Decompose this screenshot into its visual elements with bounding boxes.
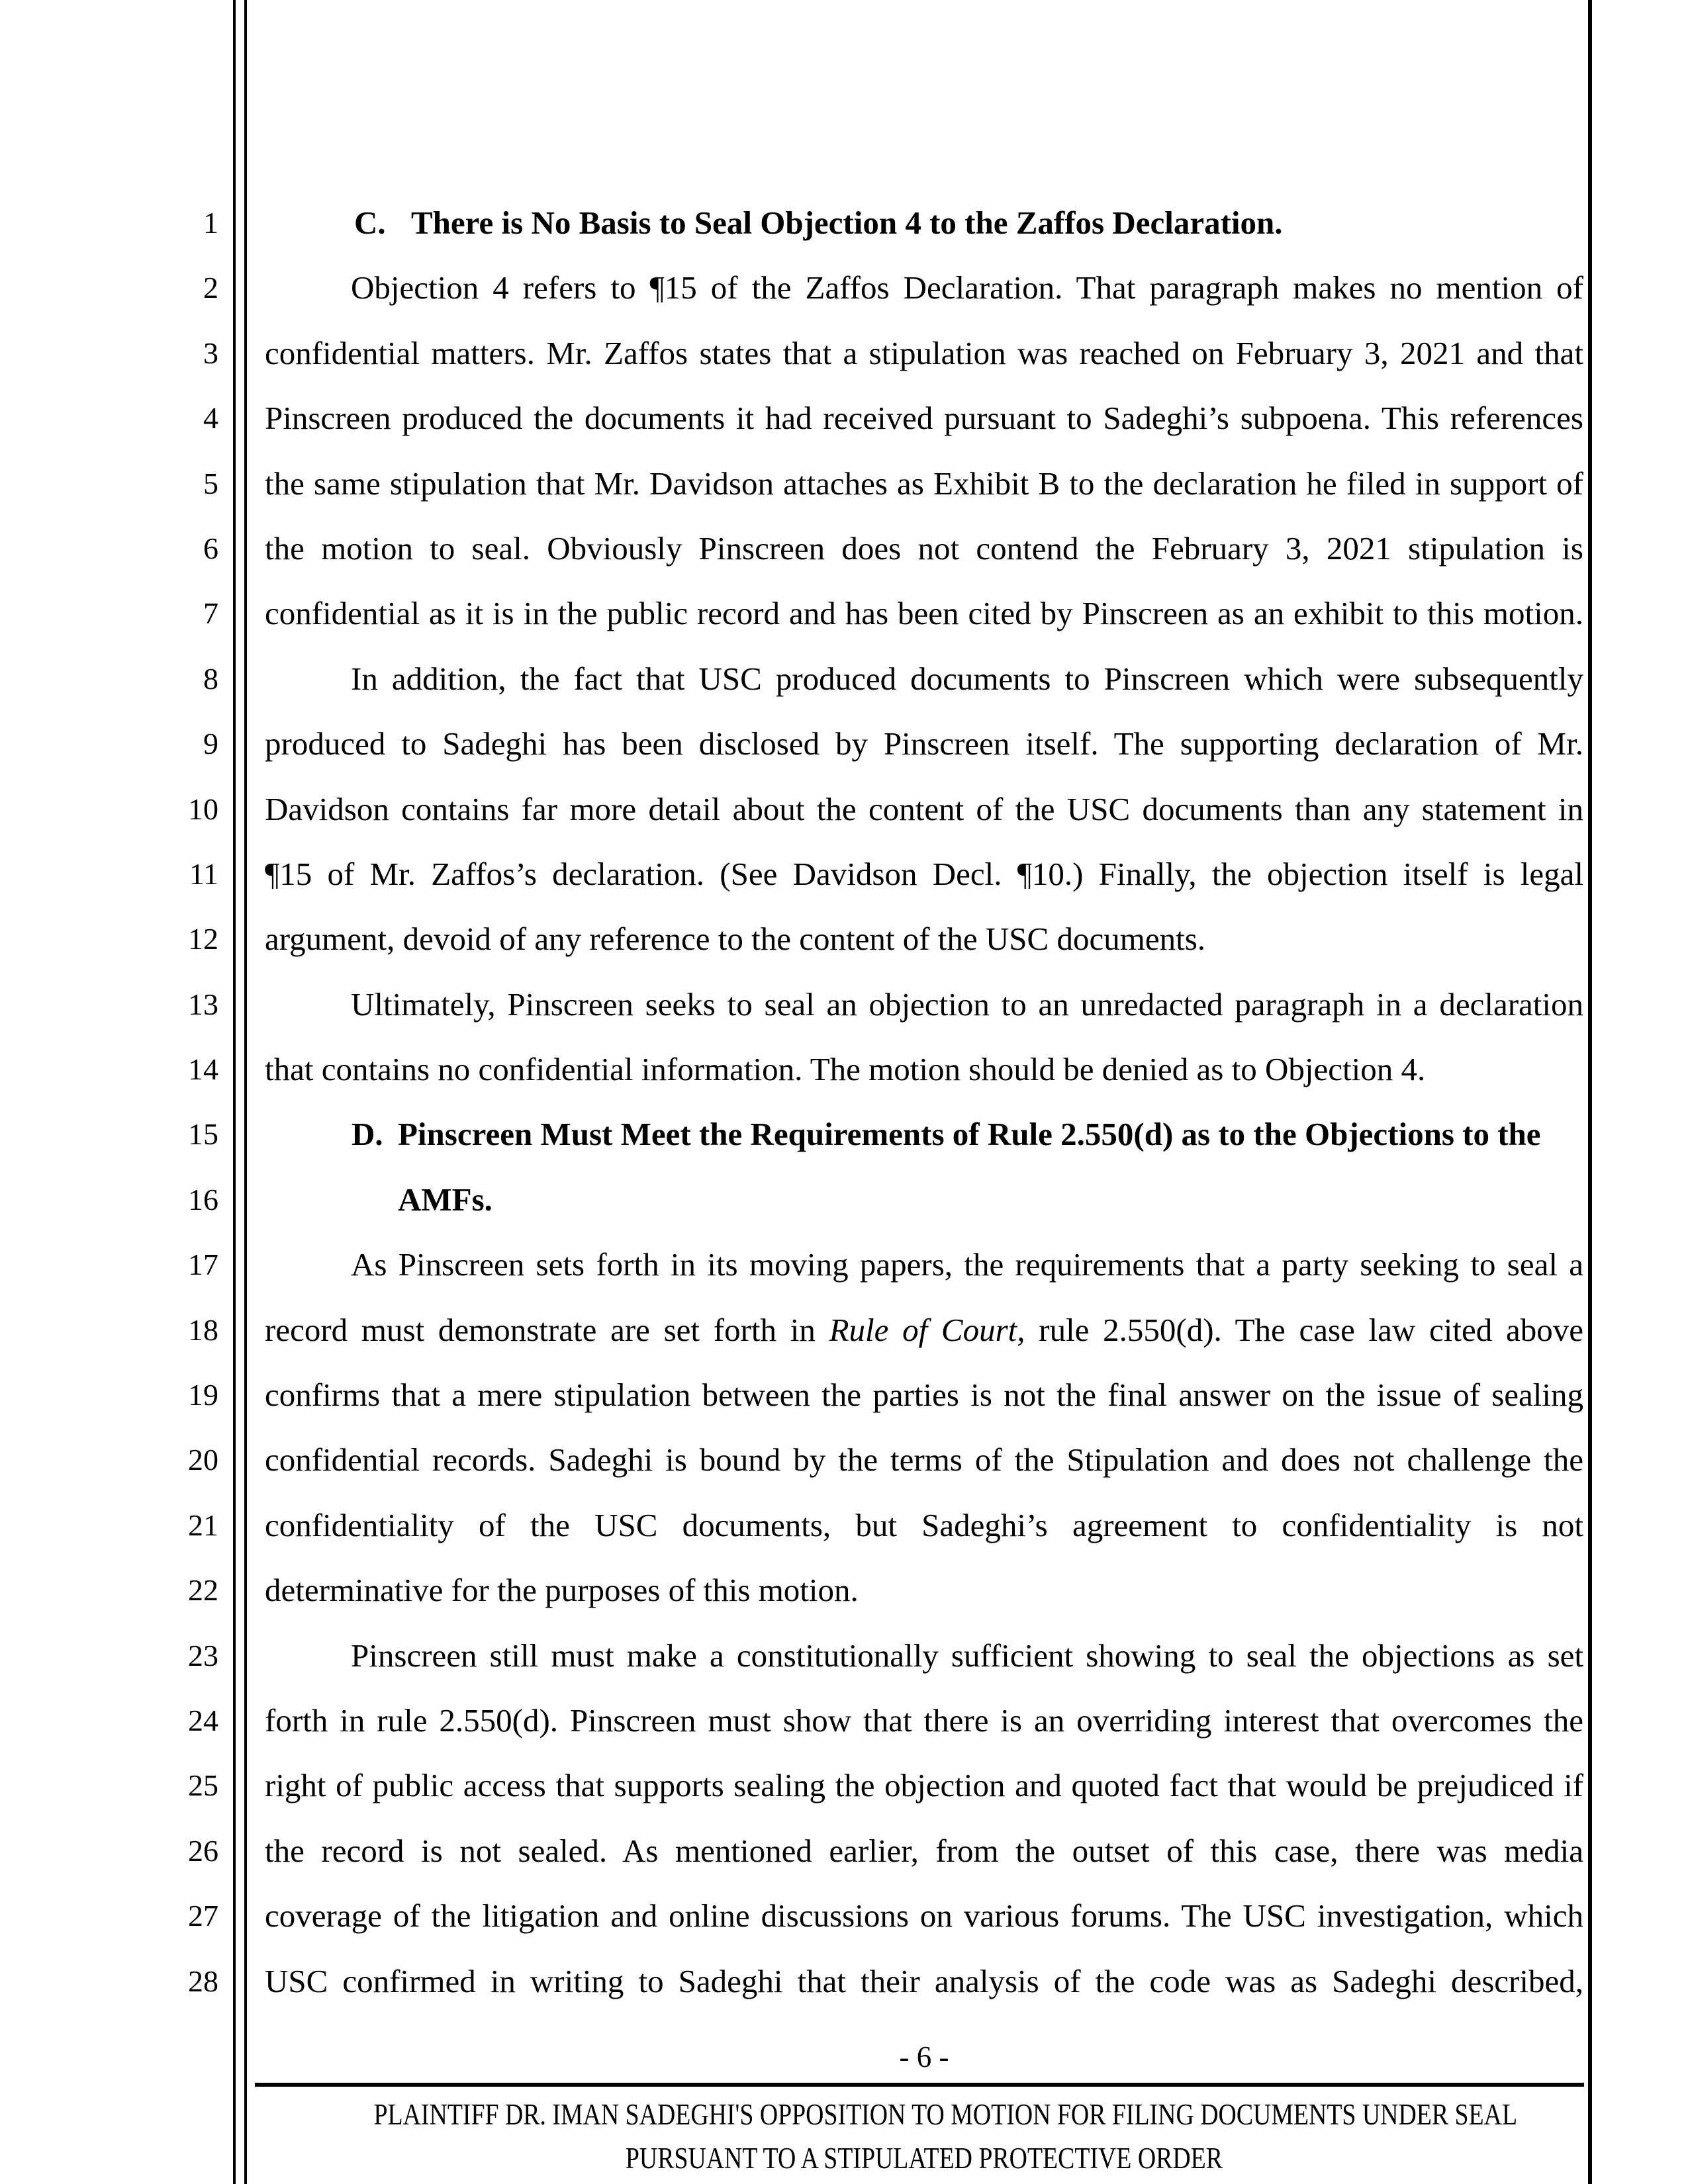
line-text: Objection 4 refers to ¶15 of the Zaffos Declaration. That paragraph makes no mention of	[351, 269, 1583, 306]
line-number: 11	[189, 856, 218, 891]
pleading-line	[0, 1298, 1688, 1363]
section-heading-c	[265, 191, 1583, 255]
line-text	[265, 1298, 1583, 1363]
line-text: the same stipulation that Mr. Davidson attaches as Exhibit B to the declaration he filed in support of	[265, 465, 1583, 502]
pleading-line	[0, 451, 1688, 516]
section-label: D.	[352, 1116, 383, 1153]
line-number: 22	[188, 1573, 218, 1608]
pleading-line	[0, 1558, 1688, 1623]
footer-title-line-2: PURSUANT TO A STIPULATED PROTECTIVE ORDER	[625, 2142, 1223, 2175]
line-text: As Pinscreen sets forth in its moving papers, the requirements that a party seeking to seal a	[351, 1246, 1583, 1283]
section-heading-d-continued: AMFs.	[398, 1181, 492, 1218]
italic-citation: Rule of Court,	[829, 1311, 1025, 1348]
pleading-line	[0, 842, 1688, 907]
pleading-line	[0, 1167, 1688, 1232]
section-heading-text: There is No Basis to Seal Objection 4 to the Zaffos Declaration.	[411, 205, 1283, 241]
line-number: 16	[188, 1182, 218, 1216]
line-number: 21	[188, 1508, 218, 1542]
line-text: argument, devoid of any reference to the content of the USC documents.	[265, 921, 1206, 958]
line-number: 23	[188, 1638, 218, 1672]
line-number: 8	[203, 661, 218, 696]
line-text: Pinscreen still must make a constitutionally sufficient showing to seal the objections as set	[351, 1637, 1583, 1674]
line-text-segment: rule 2.550(d). The case law cited above	[1025, 1311, 1583, 1348]
line-text: that contains no confidential information. The motion should be denied as to Objection 4.	[265, 1051, 1426, 1088]
line-number: 18	[188, 1312, 218, 1347]
line-number: 4	[203, 401, 218, 435]
footer-title-block	[265, 2093, 1583, 2180]
pleading-line	[0, 972, 1688, 1037]
line-number: 27	[188, 1899, 218, 1933]
line-text: In addition, the fact that USC produced documents to Pinscreen which were subsequently	[351, 660, 1583, 697]
line-number: 17	[188, 1248, 218, 1282]
line-number: 25	[188, 1768, 218, 1803]
line-number: 13	[188, 987, 218, 1021]
pleading-line	[0, 777, 1688, 842]
line-text: ¶15 of Mr. Zaffos’s declaration. (See Davidson Decl. ¶10.) Finally, the objection itself is legal	[265, 855, 1583, 892]
section-heading-text: Pinscreen Must Meet the Requirements of Rule 2.550(d) as to the Objections to the	[398, 1116, 1541, 1153]
section-label: C.	[354, 205, 386, 241]
line-text: produced to Sadeghi has been disclosed by Pinscreen itself. The supporting declaration of Mr.	[265, 725, 1583, 762]
pleading-line	[0, 1884, 1688, 1948]
pleading-line	[0, 321, 1688, 386]
line-number: 5	[203, 466, 218, 500]
line-number: 10	[188, 792, 218, 826]
line-number: 1	[203, 206, 218, 240]
pleading-line	[0, 907, 1688, 972]
section-heading-d	[265, 1102, 1583, 1167]
pleading-body	[0, 191, 1688, 2014]
line-text: the record is not sealed. As mentioned earlier, from the outset of this case, there was media	[265, 1832, 1583, 1869]
pleading-line	[0, 1623, 1688, 1688]
line-number: 9	[203, 727, 218, 761]
pleading-line	[0, 516, 1688, 581]
footer-title-line-1: PLAINTIFF DR. IMAN SADEGHI'S OPPOSITION TO MOTION FOR FILING DOCUMENTS UNDER SEAL	[373, 2098, 1518, 2131]
line-number: 6	[203, 531, 218, 565]
line-number: 26	[188, 1833, 218, 1868]
line-text: Pinscreen produced the documents it had received pursuant to Sadeghi’s subpoena. This references	[265, 400, 1583, 437]
line-number: 19	[188, 1378, 218, 1412]
line-text-segment: record must demonstrate are set forth in	[265, 1311, 829, 1348]
pleading-line	[0, 1037, 1688, 1102]
pleading-line	[0, 1363, 1688, 1428]
line-number: 12	[188, 922, 218, 956]
page-number: - 6 -	[899, 2040, 949, 2073]
line-text: Ultimately, Pinscreen seeks to seal an objection to an unredacted paragraph in a declaration	[351, 985, 1583, 1023]
pleading-line	[0, 1493, 1688, 1558]
line-text: USC confirmed in writing to Sadeghi that their analysis of the code was as Sadeghi described,	[265, 1962, 1583, 1999]
footer-rule	[255, 2083, 1584, 2087]
line-text: confidentiality of the USC documents, but Sadeghi’s agreement to confidentiality is not	[265, 1506, 1583, 1543]
line-text: right of public access that supports sealing the objection and quoted fact that would be prejudiced if	[265, 1767, 1583, 1804]
line-text: the motion to seal. Obviously Pinscreen does not contend the February 3, 2021 stipulation is	[265, 529, 1583, 567]
line-text: confidential matters. Mr. Zaffos states that a stipulation was reached on February 3, 2021 and that	[265, 334, 1583, 371]
line-number: 28	[188, 1964, 218, 1998]
pleading-line	[0, 386, 1688, 451]
line-number: 24	[188, 1703, 218, 1737]
line-number: 7	[203, 596, 218, 631]
pleading-line	[0, 255, 1688, 320]
line-number: 14	[188, 1052, 218, 1087]
line-number: 20	[188, 1443, 218, 1477]
line-text: confirms that a mere stipulation between the parties is not the final answer on the issue of sealing	[265, 1377, 1583, 1414]
pleading-line	[0, 1688, 1688, 1753]
line-number: 2	[203, 271, 218, 305]
line-text: confidential records. Sadeghi is bound by the terms of the Stipulation and does not challenge the	[265, 1441, 1583, 1479]
line-number: 3	[203, 336, 218, 370]
line-number: 15	[188, 1117, 218, 1152]
pleading-line	[0, 191, 1688, 255]
pleading-line	[0, 1232, 1688, 1297]
pleading-line	[0, 1819, 1688, 1884]
line-text: determinative for the purposes of this motion.	[265, 1572, 859, 1609]
line-text: confidential as it is in the public record and has been cited by Pinscreen as an exhibit to this motion.	[265, 595, 1583, 632]
pleading-line	[0, 1428, 1688, 1492]
pleading-line	[0, 1102, 1688, 1167]
line-text: Davidson contains far more detail about the content of the USC documents than any statement in	[265, 790, 1583, 827]
pleading-line	[0, 581, 1688, 646]
line-text: forth in rule 2.550(d). Pinscreen must show that there is an overriding interest that overcomes the	[265, 1702, 1583, 1739]
line-text: coverage of the litigation and online discussions on various forums. The USC investigation, which	[265, 1897, 1583, 1934]
pleading-line	[0, 1949, 1688, 2014]
pleading-line	[0, 1753, 1688, 1818]
pleading-line	[0, 711, 1688, 776]
pleading-line	[0, 647, 1688, 711]
